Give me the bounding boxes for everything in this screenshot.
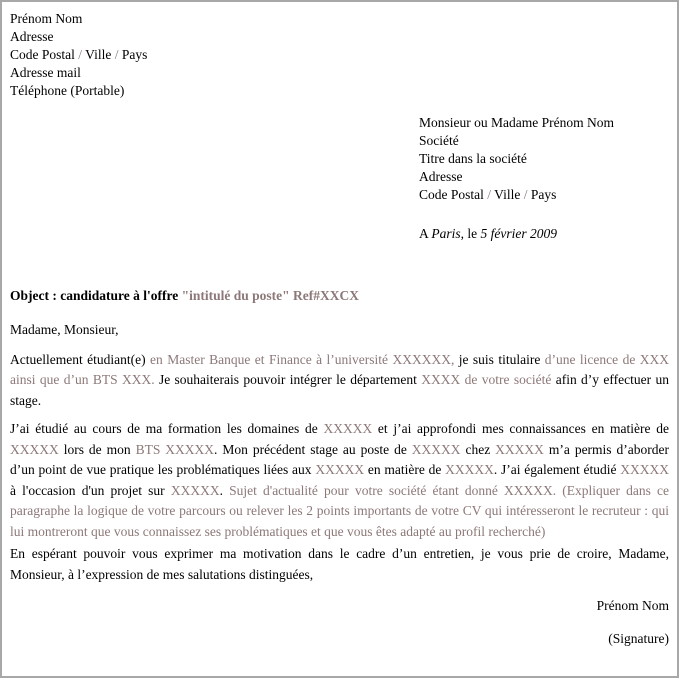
text-segment: XXXX de votre société <box>421 372 556 387</box>
text-segment: / <box>487 187 492 202</box>
text-segment: Ville <box>491 187 524 202</box>
text-segment: lors de mon <box>58 441 136 457</box>
text-segment: Actuellement étudiant(e) <box>10 351 151 367</box>
text-line <box>10 28 669 46</box>
text-segment: en Master Banque et Finance à l’université XXXXXX, <box>150 351 459 367</box>
text-segment: Société <box>419 133 459 148</box>
body-paragraph-1 <box>10 350 669 412</box>
text-segment: A <box>419 226 432 241</box>
text-segment: m’a permis d’aborder d’un point de vue pratique les problématiques liées aux <box>10 441 669 477</box>
text-segment: Pays <box>118 47 148 62</box>
text-segment: je suis titulaire <box>458 351 545 367</box>
text-segment: Je souhaiterais pouvoir intégrer le département <box>158 372 422 387</box>
text-line <box>10 82 669 100</box>
text-line <box>419 186 669 204</box>
text-segment: / <box>114 47 119 62</box>
recipient-address-block <box>419 114 669 204</box>
date-line <box>419 225 669 243</box>
text-segment: . <box>219 482 230 498</box>
text-segment: BTS XXXXX <box>135 441 215 457</box>
text-segment: XXXXX <box>170 482 220 498</box>
text-line <box>419 168 669 186</box>
text-segment: XXXXX <box>445 462 494 477</box>
text-segment: , le <box>460 226 481 241</box>
text-segment: XXXXX <box>315 462 365 477</box>
text-line <box>419 114 669 132</box>
body-paragraph-2 <box>10 419 669 542</box>
text-segment: XXXXX <box>10 441 59 457</box>
text-segment: Adresse <box>419 169 463 184</box>
text-segment: XXXXX <box>411 441 461 457</box>
text-segment: / <box>78 47 83 62</box>
text-segment: d’une licence de XXX ainsi que d’un BTS XXX. <box>10 351 669 387</box>
text-segment: Adresse mail <box>10 65 81 80</box>
text-segment: / <box>523 187 528 202</box>
sender-address-block <box>10 10 669 100</box>
text-segment: Prénom Nom <box>10 11 83 26</box>
text-segment: Code Postal <box>10 47 79 62</box>
text-segment: 5 février 2009 <box>480 226 558 241</box>
text-segment: XXXXX <box>323 421 373 436</box>
text-line <box>10 10 669 28</box>
text-segment: à l'occasion d'un projet sur <box>10 482 171 498</box>
text-segment: Object : candidature à l'offre <box>10 288 182 303</box>
text-segment: Sujet d'actualité pour votre société étant donné XXXXX. (Expliquer dans ce paragraphe la logique de votre parcours ou relever les 2 points importants de votre CV qui intéresseront le recruteur : qui lui montreront que vous connaissez ses problématiques et que vous êtes adapté au profil recherché) <box>10 482 670 539</box>
text-line <box>10 46 669 64</box>
text-segment: Adresse <box>10 29 54 44</box>
text-segment: "intitulé du poste" Ref#XXCX <box>181 288 359 303</box>
text-segment: en matière de <box>364 462 446 477</box>
text-line <box>419 132 669 150</box>
text-segment: J’ai étudié au cours de ma formation les domaines de <box>10 421 324 436</box>
subject-line <box>10 286 669 306</box>
text-line <box>10 64 669 82</box>
text-segment: afin d’y effectuer un stage. <box>10 372 669 408</box>
text-segment: Paris <box>431 226 461 241</box>
text-segment: XXXXX <box>495 441 544 457</box>
signature-name: Prénom Nom <box>596 598 669 613</box>
text-line <box>419 150 669 168</box>
text-segment: Titre dans la société <box>419 151 527 166</box>
text-segment: Monsieur ou Madame Prénom Nom <box>419 115 614 130</box>
text-segment: En espérant pouvoir vous exprimer ma motivation dans le cadre d’un entretien, je vous prie de croire, Madame, Monsieur, à l’expression de mes salutations distinguées, <box>10 546 669 582</box>
text-segment: Code Postal <box>419 187 488 202</box>
text-segment: . J’ai également étudié <box>493 462 621 477</box>
text-segment: XXXXX <box>620 462 669 477</box>
text-segment: Téléphone (Portable) <box>10 83 125 98</box>
text-segment: Ville <box>82 47 115 62</box>
text-segment: Pays <box>527 187 557 202</box>
body-paragraph-3 <box>10 544 669 585</box>
signature-placeholder: (Signature) <box>608 630 669 646</box>
salutation: Madame, Monsieur, <box>10 322 119 337</box>
text-segment: . Mon précédent stage au poste de <box>214 441 412 457</box>
text-segment: chez <box>460 441 496 457</box>
text-segment: et j’ai approfondi mes connaissances en matière de <box>372 421 669 436</box>
